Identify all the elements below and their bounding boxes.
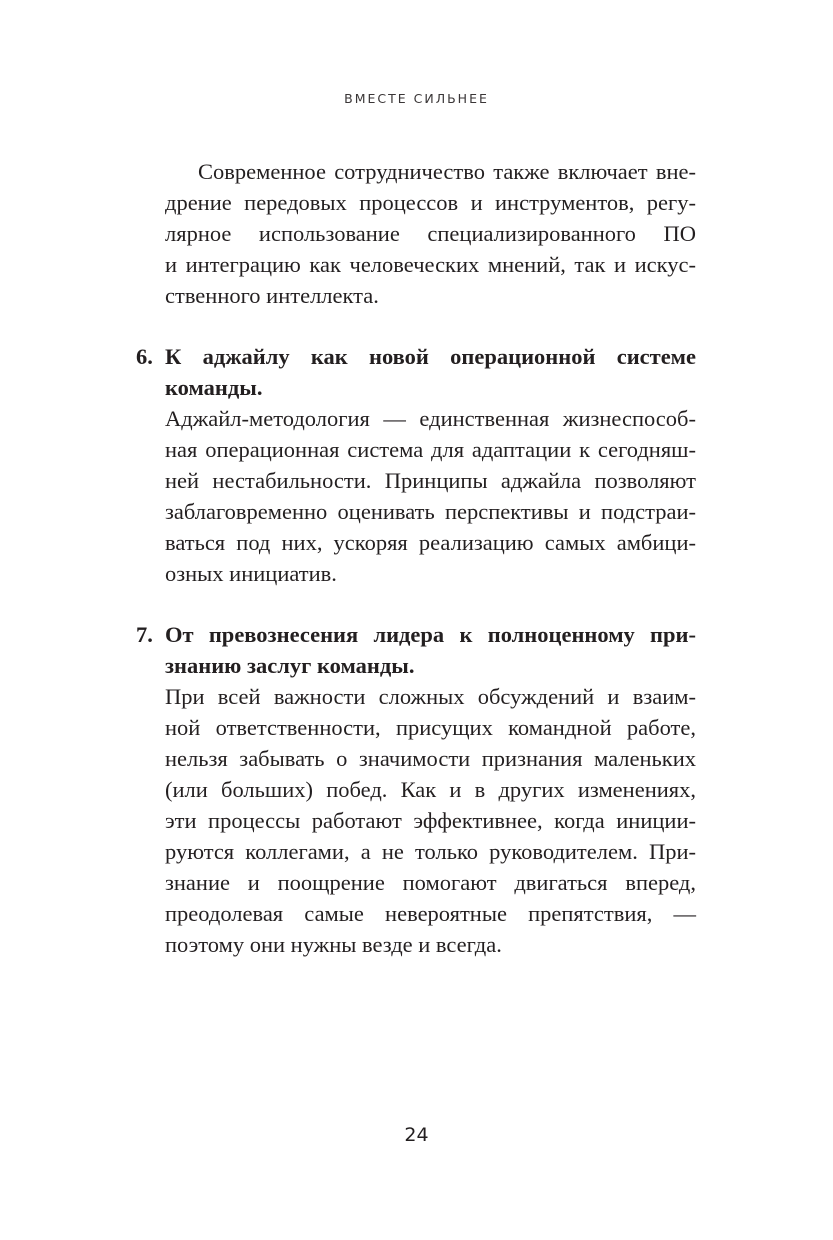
list-item-title-line: К аджайлу как новой операционной системе: [165, 344, 696, 369]
running-head: ВМЕСТЕ СИЛЬНЕЕ: [344, 91, 489, 106]
list-item-number: 6.: [136, 344, 153, 369]
list-item-number: 7.: [136, 622, 153, 647]
list-item-body-line: ной ответственности, присущих командной работе,: [165, 715, 696, 740]
list-item-body-line: нельзя забывать о значимости признания маленьких: [165, 746, 696, 771]
list-item-body-line: заблаговременно оценивать перспективы и подстраи-: [165, 499, 696, 524]
list-item-title-line: От превознесения лидера к полноценному при-: [165, 622, 696, 647]
intro-line: ственного интеллекта.: [165, 283, 379, 308]
list-item-body-line: ваться под них, ускоряя реализацию самых амбици-: [165, 530, 696, 555]
list-item-title-line: знанию заслуг команды.: [165, 653, 415, 678]
intro-line: Современное сотрудничество также включает вне-: [198, 159, 696, 184]
list-item-body-line: знание и поощрение помогают двигаться вперед,: [165, 870, 696, 895]
list-item-body-line: При всей важности сложных обсуждений и взаим-: [165, 684, 696, 709]
intro-line: дрение передовых процессов и инструментов, регу-: [165, 190, 696, 215]
list-item-body-line: руются коллегами, а не только руководителем. При-: [165, 839, 696, 864]
intro-line: и интеграцию как человеческих мнений, так и искус-: [165, 252, 696, 277]
list-item-body-line: озных инициатив.: [165, 561, 337, 586]
list-item-body-line: поэтому они нужны везде и всегда.: [165, 932, 502, 957]
page-number: 24: [404, 1124, 429, 1146]
intro-line: лярное использование специализированного ПО: [165, 221, 696, 246]
list-item-body-line: ней нестабильности. Принципы аджайла позволяют: [165, 468, 696, 493]
list-item-body-line: преодолевая самые невероятные препятствия, —: [165, 901, 696, 926]
list-item-body-line: ная операционная система для адаптации к сегодняш-: [165, 437, 696, 462]
list-item-title-line: команды.: [165, 375, 263, 400]
list-item-body-line: (или больших) побед. Как и в других изменениях,: [165, 777, 696, 802]
list-item-body-line: эти процессы работают эффективнее, когда иниции-: [165, 808, 696, 833]
list-item-body-line: Аджайл-методология — единственная жизнеспособ-: [165, 406, 696, 431]
